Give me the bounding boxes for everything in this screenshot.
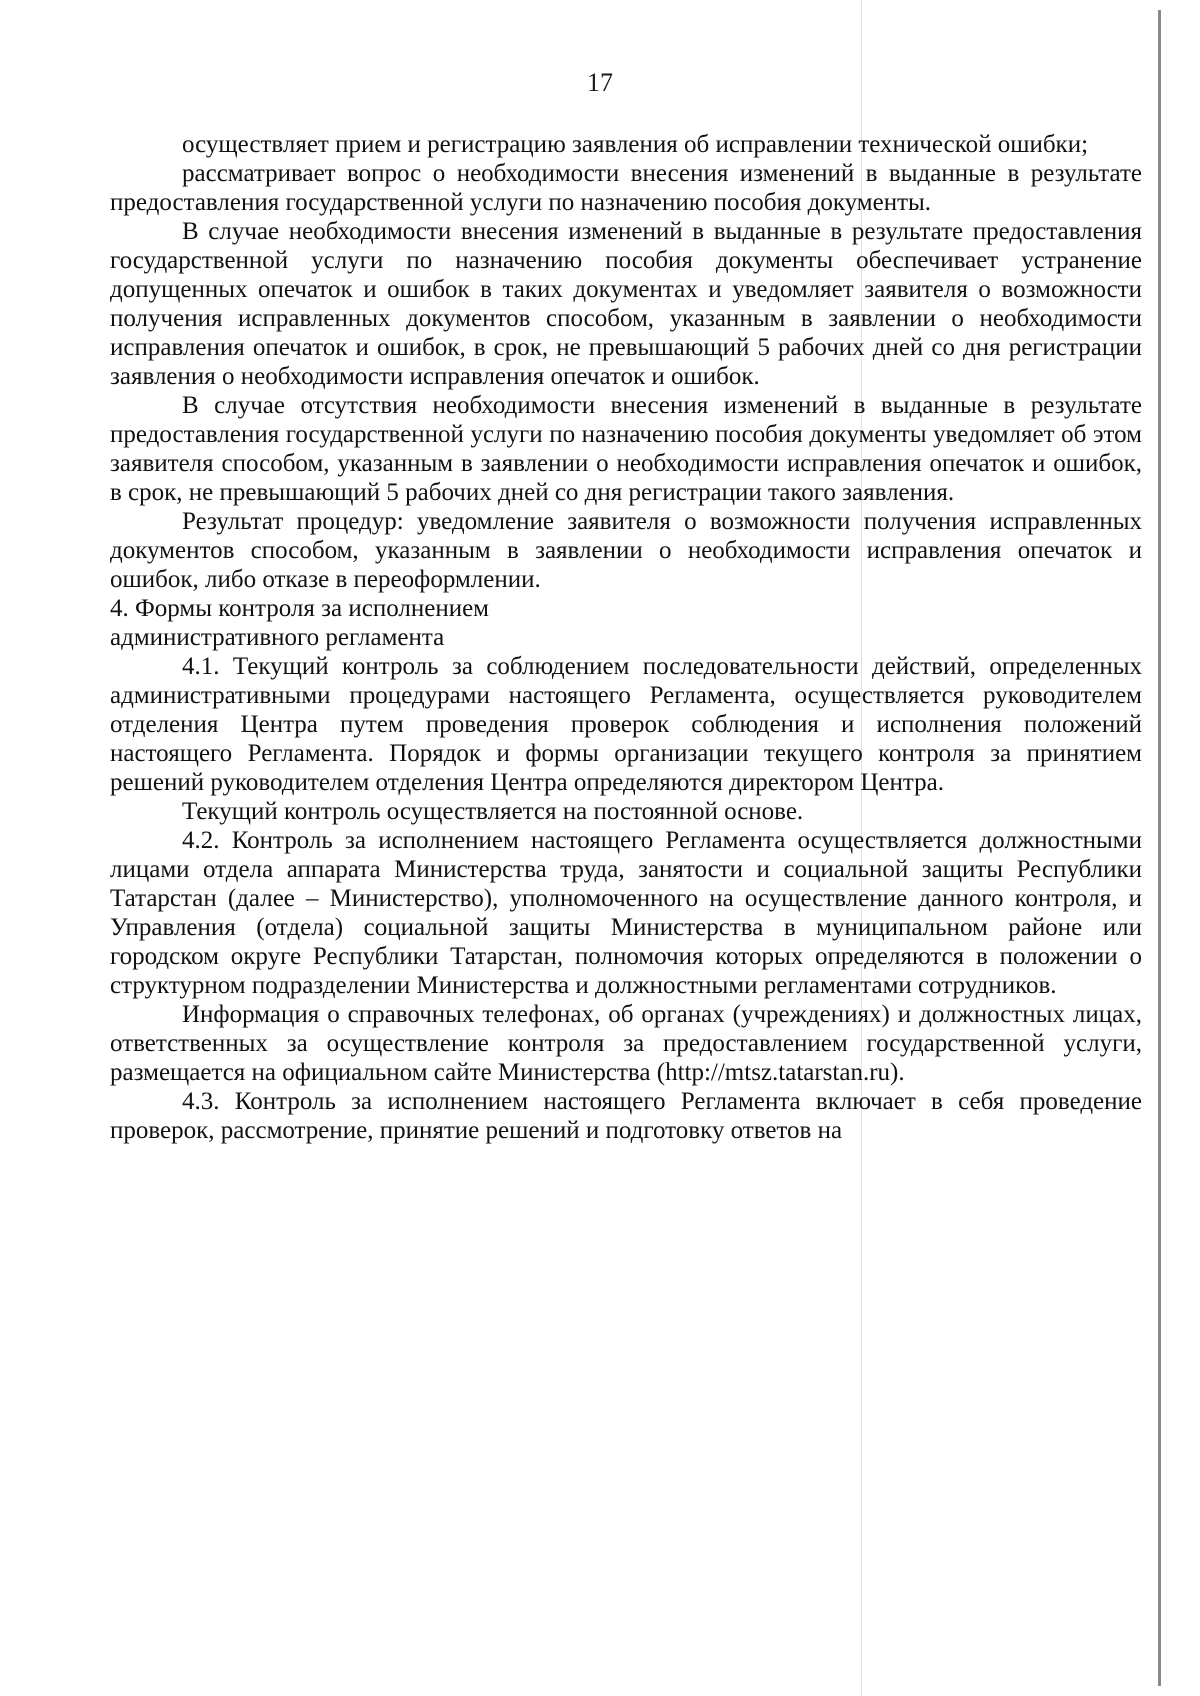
section-heading-line-2: административного регламента [110,624,445,651]
paragraph-reception: осуществляет прием и регистрацию заявления об исправлении технической ошибки; [182,131,1089,158]
paragraph-4-3: 4.3. Контроль за исполнением настоящего Регламента включает в себя проведение проверок, рассмотрение, принятие решений и подготовку ответов на [110,1088,1142,1144]
paragraph-consideration: рассматривает вопрос о необходимости внесения изменений в выданные в результате предоставления государственной услуги по назначению пособия документы. [110,160,1142,216]
paragraph-no-changes-needed: В случае отсутствия необходимости внесения изменений в выданные в результате предоставления государственной услуги по назначению пособия документы уведомляет об этом заявителя способом, указанным в заявлении о необходимости исправления опечаток и ошибок, в срок, не превышающий 5 рабочих дней со дня регистрации такого заявления. [110,392,1142,506]
paragraph-4-2: 4.2. Контроль за исполнением настоящего Регламента осуществляется должностными лицами отдела аппарата Министерства труда, занятости и социальной защиты Республики Татарстан (далее – Министерство), уполномоченного на осуществление данного контроля, и Управления (отдела) социальной защиты Министерства в муниципальном районе или городском округе Республики Татарстан, полномочия которых определяются в положении о структурном подразделении Министерства и должностными регламентами сотрудников. [110,827,1142,999]
paragraph-contact-info: Информация о справочных телефонах, об органах (учреждениях) и должностных лицах, ответственных за осуществление контроля за предоставлением государственной услуги, размещается на официальном сайте Министерства (http://mtsz.tatarstan.ru). [110,1001,1142,1086]
document-body [110,130,1142,1145]
paragraph-procedure-result: Результат процедур: уведомление заявителя о возможности получения исправленных документов способом, указанным в заявлении о необходимости исправления опечаток и ошибок, либо отказе в переоформлении. [110,508,1142,593]
section-heading-line-1: 4. Формы контроля за исполнением [110,595,489,622]
paragraph-changes-needed: В случае необходимости внесения изменений в выданные в результате предоставления государственной услуги по назначению пособия документы обеспечивает устранение допущенных опечаток и ошибок в таких документах и уведомляет заявителя о возможности получения исправленных документов способом, указанным в заявлении о необходимости исправления опечаток и ошибок, в срок, не превышающий 5 рабочих дней со дня регистрации заявления о необходимости исправления опечаток и ошибок. [110,218,1142,390]
section-heading [110,594,1142,652]
paragraph-4-1: 4.1. Текущий контроль за соблюдением последовательности действий, определенных административными процедурами настоящего Регламента, осуществляется руководителем отделения Центра путем проведения проверок соблюдения и исполнения положений настоящего Регламента. Порядок и формы организации текущего контроля за принятием решений руководителем отделения Центра определяются директором Центра. [110,653,1142,796]
page-number: 17 [587,68,613,97]
paragraph-current-control: Текущий контроль осуществляется на постоянной основе. [182,798,804,825]
scan-page-edge [1158,10,1161,1686]
